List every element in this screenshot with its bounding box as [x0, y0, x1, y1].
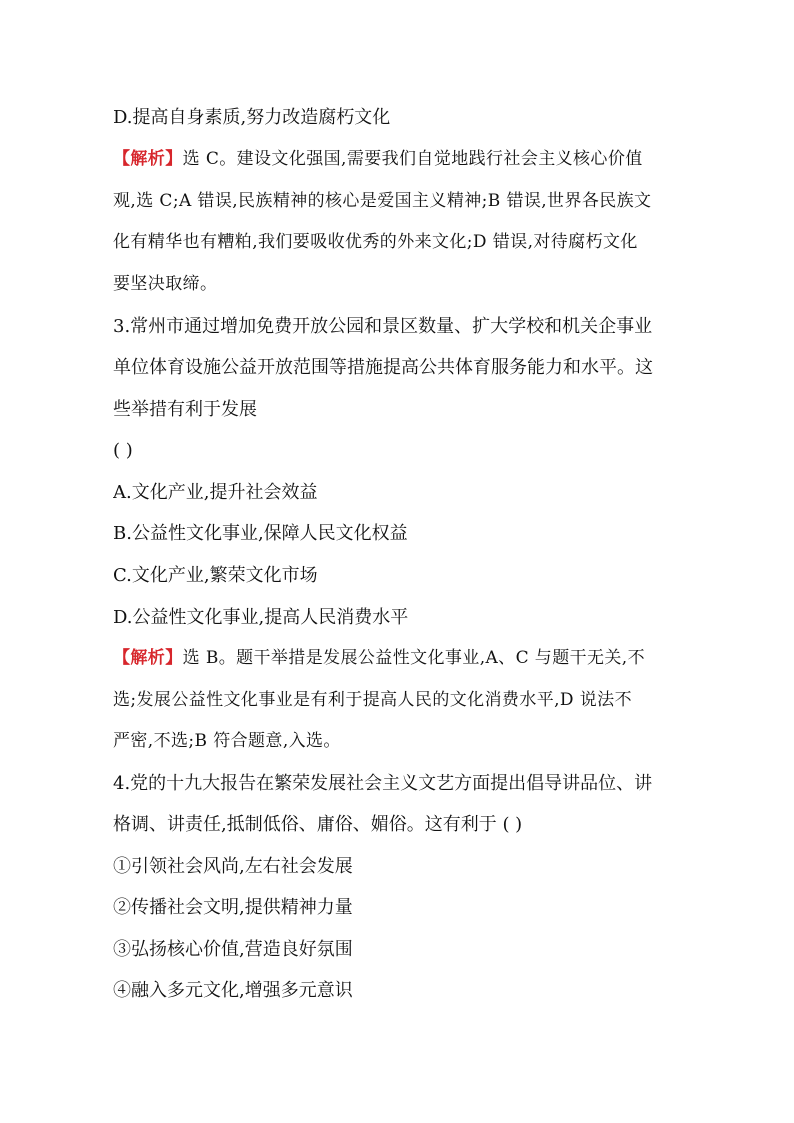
q4-stem-line: 4.党的十九大报告在繁荣发展社会主义文艺方面提出倡导讲品位、讲 — [113, 773, 653, 794]
q2-option-d: D.提高自身素质,努力改造腐朽文化 — [113, 107, 391, 128]
q4-item-1: ①引领社会风尚,左右社会发展 — [113, 856, 353, 877]
q3-option-b: B.公益性文化事业,保障人民文化权益 — [113, 523, 408, 544]
analysis-text: 选 C。建设文化强国,需要我们自觉地践行社会主义核心价值 — [182, 149, 643, 169]
q3-option-a: A.文化产业,提升社会效益 — [113, 482, 318, 503]
q4-stem-line: 格调、讲责任,抵制低俗、庸俗、媚俗。这有利于 ( ) — [113, 814, 523, 835]
analysis-tag: 【解析】 — [113, 648, 183, 668]
q4-item-2: ②传播社会文明,提供精神力量 — [113, 897, 353, 918]
q3-analysis-line: 选;发展公益性文化事业是有利于提高人民的文化消费水平,D 说法不 — [113, 690, 632, 710]
q3-analysis-line — [113, 638, 685, 679]
q4-item-3: ③弘扬核心价值,营造良好氛围 — [113, 939, 353, 960]
q3-option-c: C.文化产业,繁荣文化市场 — [113, 565, 318, 586]
analysis-tag: 【解析】 — [113, 149, 183, 169]
q2-analysis-line: 要坚决取缔。 — [113, 274, 218, 294]
q3-stem-line: 3.常州市通过增加免费开放公园和景区数量、扩大学校和机关企事业 — [113, 316, 653, 337]
q3-stem-line: 单位体育设施公益开放范围等措施提高公共体育服务能力和水平。这 — [113, 357, 653, 378]
q4-item-4: ④融入多元文化,增强多元意识 — [113, 980, 353, 1001]
q2-analysis-line: 化有精华也有糟粕,我们要吸收优秀的外来文化;D 错误,对待腐朽文化 — [113, 232, 638, 252]
q2-analysis-line: 观,选 C;A 错误,民族精神的核心是爱国主义精神;B 错误,世界各民族文 — [113, 191, 652, 211]
q3-analysis-line: 严密,不选;B 符合题意,入选。 — [113, 731, 341, 751]
analysis-text: 选 B。题干举措是发展公益性文化事业,A、C 与题干无关,不 — [182, 648, 646, 668]
q3-stem-line: 些举措有利于发展 — [113, 399, 257, 420]
q3-answer-bracket: ( ) — [113, 440, 133, 461]
q2-analysis-line — [113, 139, 685, 180]
q3-option-d: D.公益性文化事业,提高人民消费水平 — [113, 607, 409, 628]
